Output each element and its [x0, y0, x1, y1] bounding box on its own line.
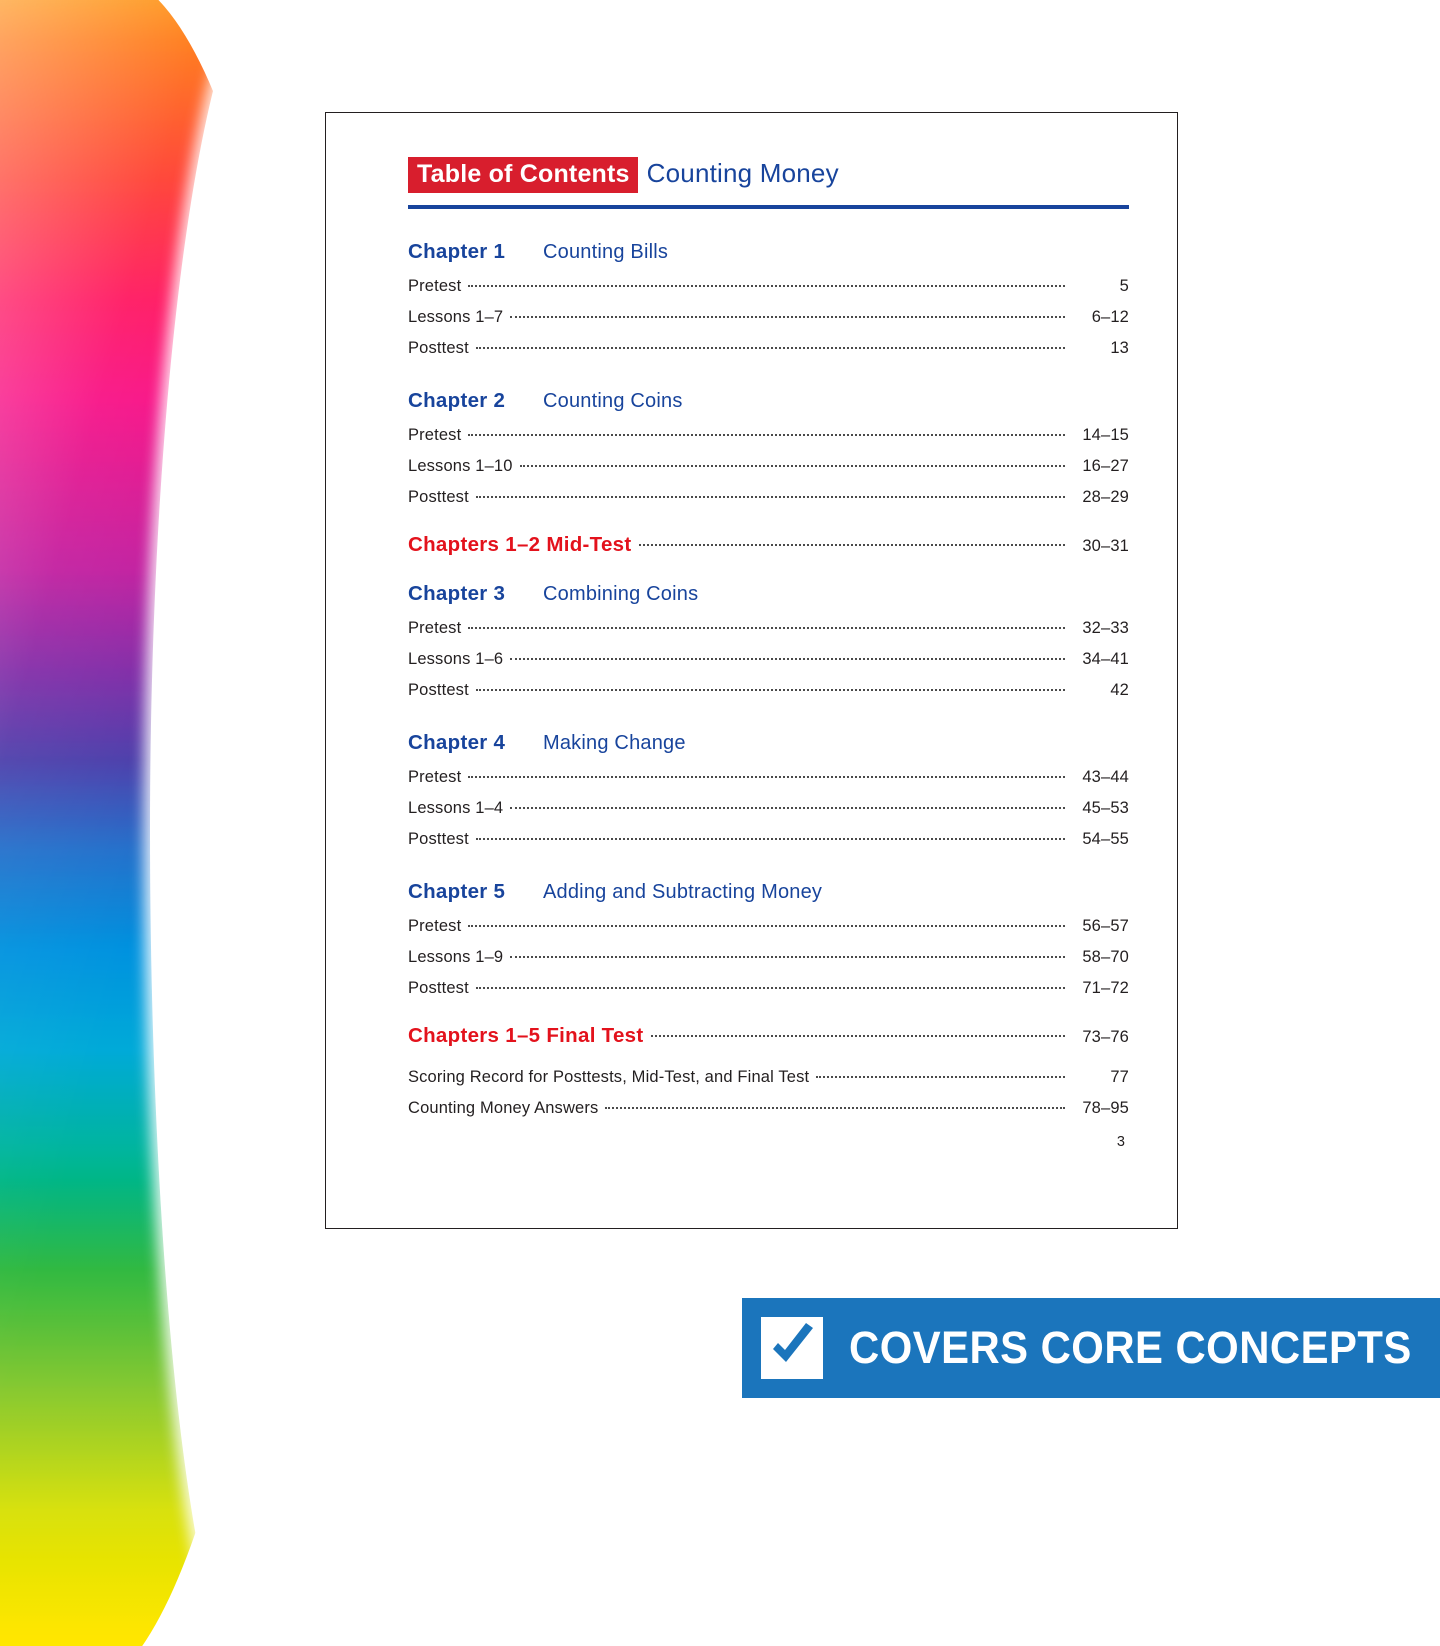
toc-row-pages: 13: [1110, 339, 1129, 358]
toc-row: [408, 457, 1129, 476]
chapter-heading-3: [408, 582, 1129, 606]
toc-row-leader: [816, 1076, 1065, 1078]
toc-row: [408, 681, 1129, 700]
toc-row-leader: [468, 285, 1065, 287]
toc-row-label: Posttest: [408, 830, 469, 849]
toc-row-leader: [510, 956, 1065, 958]
toc-row-label: Pretest: [408, 619, 462, 638]
rainbow-swoosh-graphic: [0, 0, 340, 1646]
toc-row-leader: [476, 689, 1065, 691]
toc-row: [408, 339, 1129, 358]
toc-row: [408, 308, 1129, 327]
toc-row-label: Pretest: [408, 277, 462, 296]
toc-row-label: Pretest: [408, 768, 462, 787]
toc-row-leader: [651, 1035, 1065, 1037]
toc-row-leader: [510, 807, 1065, 809]
toc-row-pages: 54–55: [1082, 830, 1129, 849]
toc-row-label: Lessons 1–7: [408, 308, 504, 327]
subject-title: Counting Money: [646, 158, 839, 188]
toc-row-leader: [468, 434, 1065, 436]
chapter-title-3: Combining Coins: [543, 583, 699, 606]
chapter-title-2: Counting Coins: [543, 390, 683, 413]
toc-row-pages: 71–72: [1082, 979, 1129, 998]
toc-row-leader: [510, 316, 1065, 318]
chapter-label-3: Chapter 3: [408, 582, 506, 606]
toc-row: [408, 830, 1129, 849]
toc-row-pages: 16–27: [1082, 457, 1129, 476]
toc-row: [408, 426, 1129, 445]
chapter-title-1: Counting Bills: [543, 241, 669, 264]
toc-row-pages: 77: [1110, 1068, 1129, 1087]
toc-row-pages: 5: [1119, 277, 1129, 296]
chapter-title-4: Making Change: [543, 732, 686, 755]
mid-test-row: [408, 533, 1129, 557]
chapter-label-5: Chapter 5: [408, 880, 506, 904]
final-test-pages: 73–76: [1082, 1028, 1129, 1047]
toc-row-leader: [476, 496, 1065, 498]
toc-row-leader: [476, 987, 1065, 989]
toc-row-label: Pretest: [408, 426, 462, 445]
table-of-contents-badge: Table of Contents: [408, 157, 638, 193]
toc-row: [408, 799, 1129, 818]
toc-page-inner: [326, 113, 1177, 1228]
toc-row-leader: [605, 1107, 1065, 1109]
toc-row-leader: [468, 776, 1065, 778]
chapter-heading-4: [408, 731, 1129, 755]
chapter-block-1: [408, 240, 1129, 358]
toc-page-card: [325, 112, 1178, 1229]
chapter-label-2: Chapter 2: [408, 389, 506, 413]
chapter-heading-5: [408, 880, 1129, 904]
toc-row-label: Lessons 1–9: [408, 948, 504, 967]
chapter-block-5: [408, 880, 1129, 998]
toc-row: [408, 979, 1129, 998]
toc-row-pages: 6–12: [1091, 308, 1129, 327]
toc-row-leader: [468, 925, 1065, 927]
covers-core-concepts-banner: [742, 1298, 1440, 1398]
final-test-label: Chapters 1–5 Final Test: [408, 1024, 644, 1048]
toc-row-label: Posttest: [408, 979, 469, 998]
toc-row: [408, 917, 1129, 936]
toc-row: [408, 277, 1129, 296]
toc-row-leader: [639, 544, 1065, 546]
chapter-block-2: [408, 389, 1129, 507]
toc-row-leader: [510, 658, 1065, 660]
chapter-label-1: Chapter 1: [408, 240, 506, 264]
toc-row-pages: 32–33: [1082, 619, 1129, 638]
banner-label: COVERS CORE CONCEPTS: [849, 1322, 1412, 1373]
chapter-block-4: [408, 731, 1129, 849]
toc-row: [408, 650, 1129, 669]
toc-row-label: Posttest: [408, 339, 469, 358]
mid-test-pages: 30–31: [1082, 537, 1129, 556]
toc-row-label: Posttest: [408, 488, 469, 507]
toc-row-label: Counting Money Answers: [408, 1099, 599, 1118]
mid-test-label: Chapters 1–2 Mid-Test: [408, 533, 632, 557]
toc-row-label: Posttest: [408, 681, 469, 700]
toc-row-pages: 28–29: [1082, 488, 1129, 507]
toc-header: [408, 149, 1129, 193]
chapter-block-3: [408, 582, 1129, 700]
toc-row-label: Lessons 1–6: [408, 650, 504, 669]
toc-row-label: Lessons 1–10: [408, 457, 513, 476]
chapter-label-4: Chapter 4: [408, 731, 506, 755]
toc-row-pages: 34–41: [1082, 650, 1129, 669]
checkmark-icon: [761, 1317, 823, 1379]
toc-row: [408, 768, 1129, 787]
toc-row-pages: 78–95: [1082, 1099, 1129, 1118]
page-number: 3: [1116, 1134, 1125, 1151]
chapter-title-5: Adding and Subtracting Money: [543, 881, 823, 904]
toc-row-scoring-record: [408, 1068, 1129, 1087]
toc-row-label: Scoring Record for Posttests, Mid-Test, and Final Test: [408, 1068, 810, 1087]
toc-row-leader: [476, 838, 1065, 840]
toc-row-pages: 58–70: [1082, 948, 1129, 967]
toc-row-pages: 42: [1110, 681, 1129, 700]
toc-row-label: Lessons 1–4: [408, 799, 504, 818]
toc-row-leader: [468, 627, 1065, 629]
toc-row-pages: 56–57: [1082, 917, 1129, 936]
toc-row-pages: 14–15: [1082, 426, 1129, 445]
chapter-heading-2: [408, 389, 1129, 413]
header-divider: [408, 205, 1129, 209]
toc-row: [408, 948, 1129, 967]
chapter-heading-1: [408, 240, 1129, 264]
toc-row: [408, 619, 1129, 638]
toc-row-answers: [408, 1099, 1129, 1118]
toc-row-label: Pretest: [408, 917, 462, 936]
toc-row: [408, 488, 1129, 507]
toc-row-pages: 45–53: [1082, 799, 1129, 818]
toc-row-leader: [476, 347, 1065, 349]
toc-row-pages: 43–44: [1082, 768, 1129, 787]
toc-row-leader: [520, 465, 1065, 467]
final-test-row: [408, 1024, 1129, 1048]
